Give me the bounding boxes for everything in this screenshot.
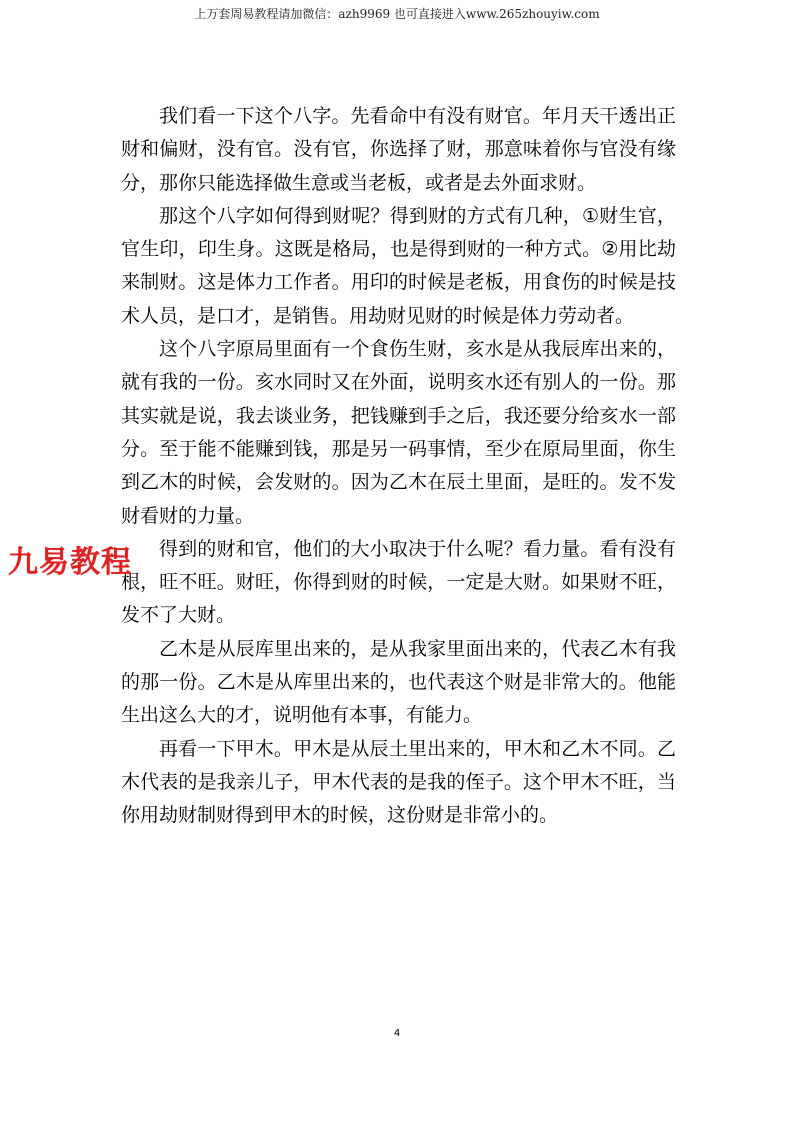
paragraph-6: 再看一下甲木。甲木是从辰土里出来的，甲木和乙木不同。乙木代表的是我亲儿子，甲木代表的是我的侄子。这个甲木不旺，当你用劫财制财得到甲木的时候，这份财是非常小的。: [121, 737, 676, 827]
paragraph-4: 得到的财和官，他们的大小取决于什么呢？看力量。看有没有根，旺不旺。财旺，你得到财的时候，一定是大财。如果财不旺，发不了大财。: [121, 537, 676, 627]
paragraph-1: 我们看一下这个八字。先看命中有没有财官。年月天干透出正财和偏财，没有官。没有官，你选择了财，那意味着你与官没有缘分，那你只能选择做生意或当老板，或者是去外面求财。: [121, 105, 676, 194]
watermark-logo: 九易教程: [8, 545, 132, 580]
paragraph-5: 乙木是从辰库里出来的，是从我家里面出来的，代表乙木有我的那一份。乙木是从库里出来的，也代表这个财是非常大的。他能生出这么大的才，说明他有本事，有能力。: [121, 637, 676, 727]
page-header: 上万套周易教程请加微信：azh9969 也可直接进入www.265zhouyiw.com: [194, 7, 600, 21]
page-number: 4: [393, 1028, 401, 1039]
paragraph-2: 那这个八字如何得到财呢？得到财的方式有几种，①财生官，官生印，印生身。这既是格局，也是得到财的一种方式。②用比劫来制财。这是体力工作者。用印的时候是老板，用食伤的时候是技术人员，是口才，是销售。用劫财见财的时候是体力劳动者。: [121, 204, 676, 327]
paragraph-3: 这个八字原局里面有一个食伤生财，亥水是从我辰库出来的，就有我的一份。亥水同时又在外面，说明亥水还有别人的一份。那其实就是说，我去谈业务，把钱赚到手之后，我还要分给亥水一部分。至于能不能赚到钱，那是另一码事情，至少在原局里面，你生到乙木的时候，会发财的。因为乙木在辰土里面，是旺的。发不发财看财的力量。: [121, 338, 676, 527]
document-body: [121, 100, 676, 833]
